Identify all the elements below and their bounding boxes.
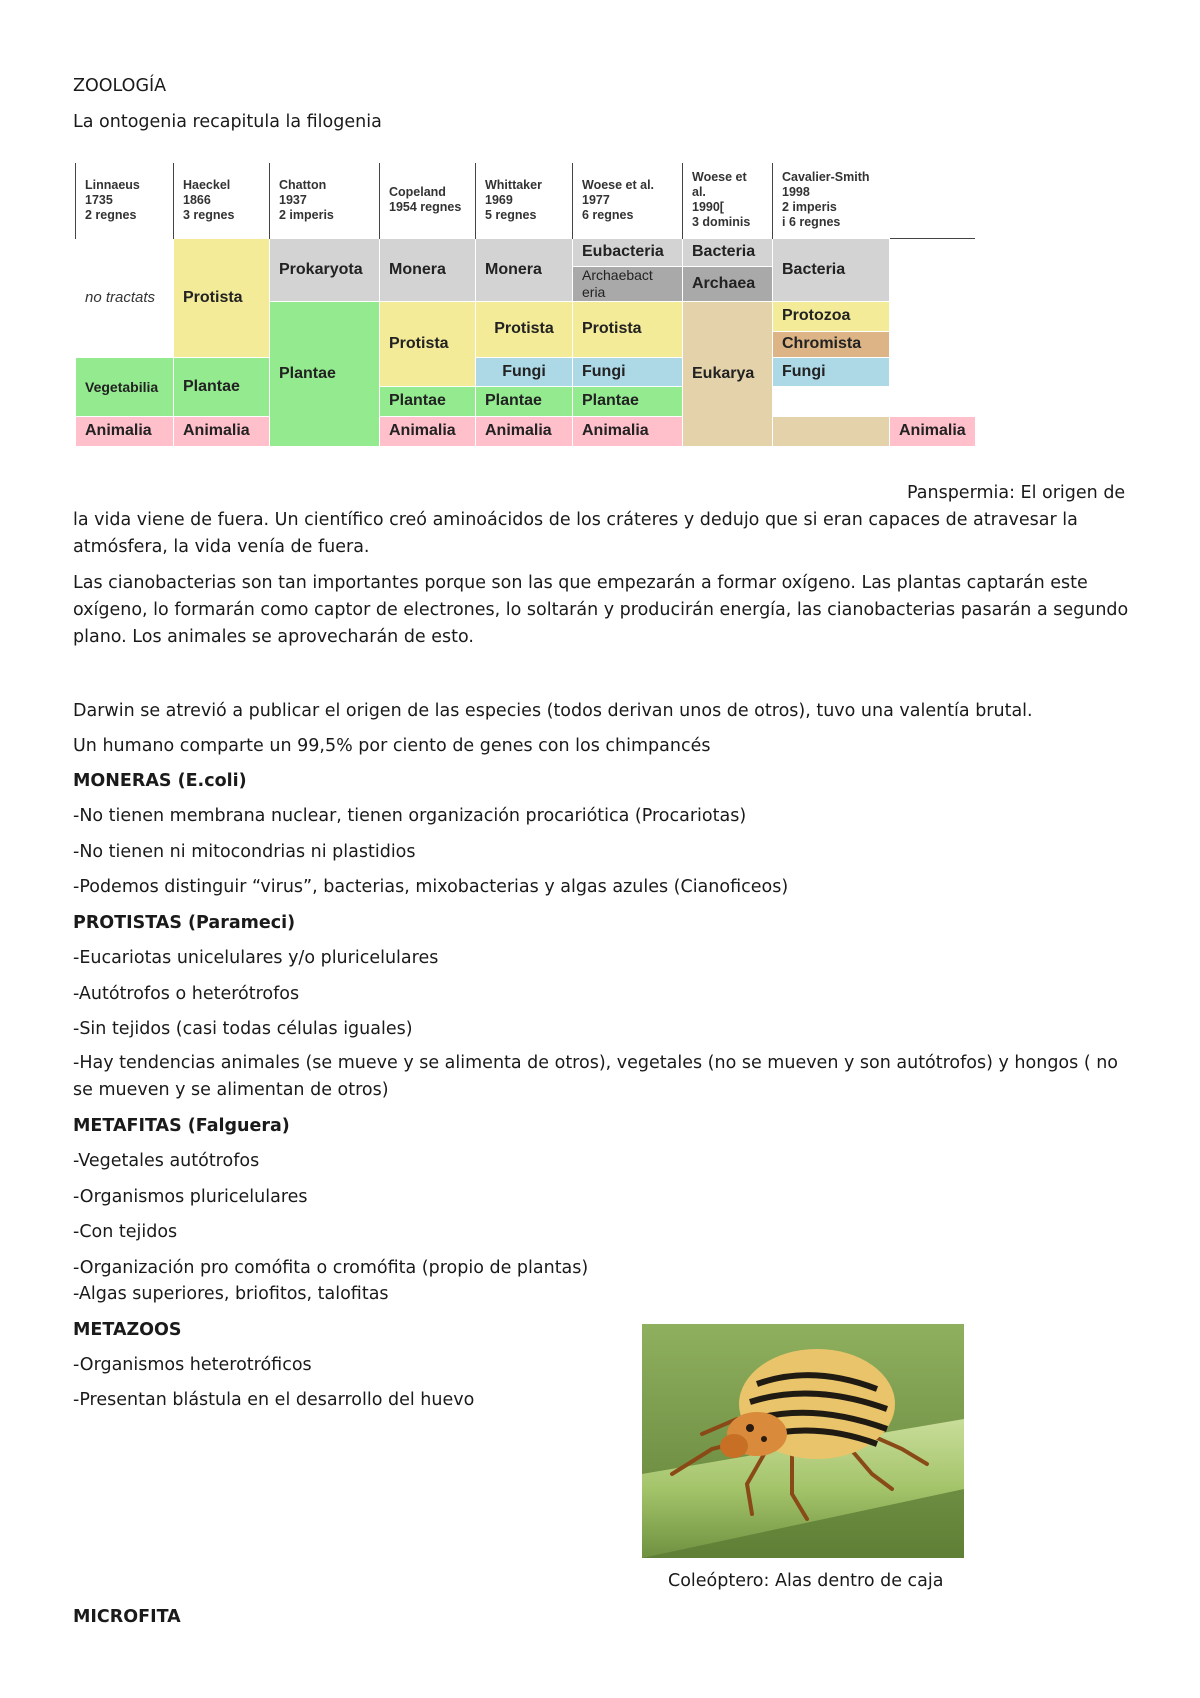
cell-archaebacteria: Archaebact eria bbox=[573, 266, 683, 301]
cell-eukarya: Eukarya bbox=[683, 301, 773, 446]
cell-prokaryota: Prokaryota bbox=[270, 238, 380, 301]
cell-animalia: Animalia bbox=[174, 416, 270, 446]
cell-bacteria: Bacteria bbox=[683, 238, 773, 266]
cell-protista: Protista bbox=[573, 301, 683, 357]
cell-eukarya-continued bbox=[773, 416, 890, 446]
panspermia-paragraph: la vida viene de fuera. Un científico creó aminoácidos de los cráteres y dedujo que si eran capaces de atravesar la atmósfera, la vida venía de fuera. bbox=[73, 510, 1078, 557]
beetle-photo bbox=[642, 1324, 964, 1558]
kingdoms-table bbox=[75, 163, 976, 447]
microfita-heading: MICROFITA bbox=[73, 1607, 181, 1627]
cell-plantae: Plantae bbox=[573, 386, 683, 416]
page-title: ZOOLOGÍA bbox=[73, 76, 167, 96]
list-item: -Autótrofos o heterótrofos bbox=[73, 984, 300, 1004]
cell-archaea: Archaea bbox=[683, 266, 773, 301]
list-item: -Con tejidos bbox=[73, 1222, 178, 1242]
header-chatton: Chatton 1937 2 imperis bbox=[270, 163, 380, 238]
list-item: -No tienen membrana nuclear, tienen organización procariótica (Procariotas) bbox=[73, 806, 747, 826]
cell-protista: Protista bbox=[380, 301, 476, 386]
list-item: -Organismos pluricelulares bbox=[73, 1187, 308, 1207]
header-haeckel: Haeckel 1866 3 regnes bbox=[174, 163, 270, 238]
darwin-line: Darwin se atrevió a publicar el origen de las especies (todos derivan unos de otros), tuvo una valentía brutal. bbox=[73, 701, 1033, 721]
cell-monera: Monera bbox=[380, 238, 476, 301]
cell-eubacteria: Eubacteria bbox=[573, 238, 683, 266]
cell-animalia: Animalia bbox=[76, 416, 174, 446]
cell-animalia: Animalia bbox=[890, 416, 976, 446]
subtitle: La ontogenia recapitula la filogenia bbox=[73, 112, 382, 132]
header-linnaeus: Linnaeus 1735 2 regnes bbox=[76, 163, 174, 238]
list-item: -Podemos distinguir “virus”, bacterias, mixobacterias y algas azules (Cianoficeos) bbox=[73, 877, 789, 897]
header-copeland: Copeland 1954 regnes bbox=[380, 163, 476, 238]
cell-plantae: Plantae bbox=[270, 301, 380, 446]
cell-fungi: Fungi bbox=[476, 357, 573, 386]
protistas-heading: PROTISTAS (Parameci) bbox=[73, 913, 296, 933]
list-item: -Sin tejidos (casi todas células iguales) bbox=[73, 1019, 413, 1039]
cell-fungi: Fungi bbox=[573, 357, 683, 386]
cell-monera: Monera bbox=[476, 238, 573, 301]
cell-vegetabilia: Vegetabilia bbox=[76, 357, 174, 416]
list-item: -Algas superiores, briofitos, talofitas bbox=[73, 1284, 389, 1304]
list-item: -No tienen ni mitocondrias ni plastidios bbox=[73, 842, 416, 862]
metazoos-heading: METAZOOS bbox=[73, 1320, 182, 1340]
list-item: -Hay tendencias animales (se mueve y se alimenta de otros), vegetales (no se mueven y son autótrofos) y hongos ( no se mueven y se alimentan de otros) bbox=[73, 1053, 1119, 1100]
cell-animalia: Animalia bbox=[476, 416, 573, 446]
list-item: -Eucariotas unicelulares y/o pluricelulares bbox=[73, 948, 439, 968]
cell-protista: Protista bbox=[174, 238, 270, 357]
image-caption: Coleóptero: Alas dentro de caja bbox=[668, 1571, 944, 1591]
cell-plantae: Plantae bbox=[174, 357, 270, 416]
cell-plantae: Plantae bbox=[380, 386, 476, 416]
header-woese-1977: Woese et al. 1977 6 regnes bbox=[573, 163, 683, 238]
list-item: -Organización pro comófita o cromófita (propio de plantas) bbox=[73, 1258, 589, 1278]
cell-protista: Protista bbox=[476, 301, 573, 357]
cell-protozoa: Protozoa bbox=[773, 301, 890, 331]
cell-chromista: Chromista bbox=[773, 331, 890, 357]
cell-bacteria: Bacteria bbox=[773, 238, 890, 301]
beetle-illustration bbox=[642, 1324, 964, 1558]
list-item: -Presentan blástula en el desarrollo del huevo bbox=[73, 1390, 475, 1410]
human-line: Un humano comparte un 99,5% por ciento de genes con los chimpancés bbox=[73, 736, 711, 756]
cell-animalia: Animalia bbox=[573, 416, 683, 446]
cell-empty bbox=[773, 386, 890, 416]
cell-animalia: Animalia bbox=[380, 416, 476, 446]
panspermia-line: Panspermia: El origen de bbox=[907, 483, 1126, 503]
cell-plantae: Plantae bbox=[476, 386, 573, 416]
table-header-row bbox=[76, 163, 976, 238]
metafitas-heading: METAFITAS (Falguera) bbox=[73, 1116, 290, 1136]
cell-no-tractats: no tractats bbox=[76, 238, 174, 357]
cyanobacteria-paragraph: Las cianobacterias son tan importantes porque son las que empezarán a formar oxígeno. Las plantas captarán este oxígeno, lo formarán como captor de electrones, lo soltarán y producirán energía, las cianobacterias pasarán a segundo plano. Los animales se aprovecharán de esto. bbox=[73, 573, 1129, 647]
header-cavalier-smith: Cavalier-Smith 1998 2 imperis i 6 regnes bbox=[773, 163, 890, 238]
header-woese-1990: Woese et al. 1990[ 3 dominis bbox=[683, 163, 773, 238]
list-item: -Vegetales autótrofos bbox=[73, 1151, 260, 1171]
cell-fungi: Fungi bbox=[773, 357, 890, 386]
list-item: -Organismos heterotróficos bbox=[73, 1355, 312, 1375]
header-whittaker: Whittaker 1969 5 regnes bbox=[476, 163, 573, 238]
moneras-heading: MONERAS (E.coli) bbox=[73, 771, 247, 791]
